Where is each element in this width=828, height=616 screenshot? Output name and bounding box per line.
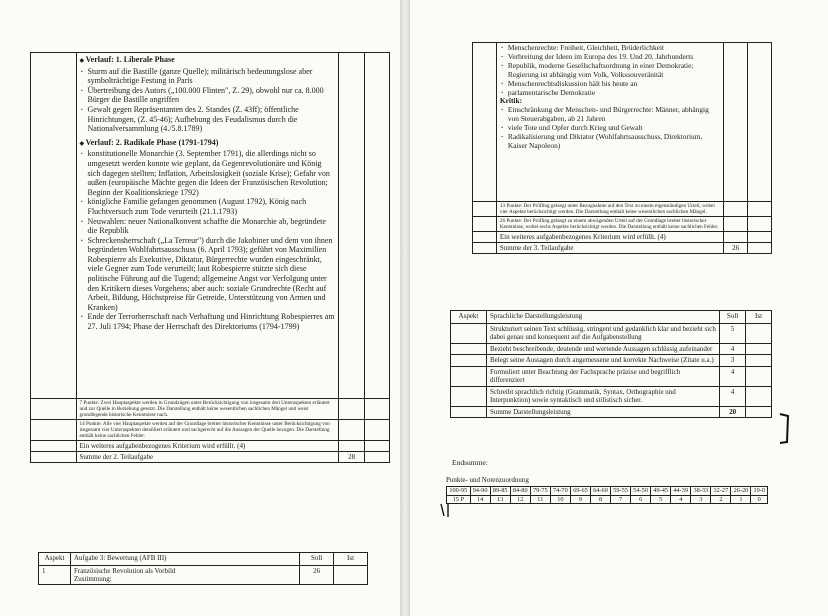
points-26-text: 26 Punkte: Der Prüfling gelangt zu einem abwägenden Urteil auf der Grundlage breiter historischer Kenntnisse, wobei sechs Aspekte berücksichtigt werden. Die Darstellung enthält keine sachlichen Fehler. (496, 217, 723, 232)
list-item: · Gewalt gegen Repräsentanten des 2. Standes (Z. 43ff); öffentliche Hinrichtungen, (Z. 45-46); Aufhebung des Feudalismus durch die Nationalversammlung (4./5.8.1789) (88, 105, 336, 134)
phase2-title: ◆ Verlauf: 2. Radikale Phase (1791-1794) (80, 138, 336, 150)
kritik-label: Kritik: (499, 96, 523, 106)
row-nr: 1 (39, 565, 71, 584)
points-14-row (31, 420, 390, 441)
list-item: · Einschränkung der Menschen- und Bürgerrechte: Männer, abhängig von Steuerabgaben, ab 21 Jahren (508, 106, 720, 124)
task3-content-row (473, 43, 772, 202)
task3-content-cell (496, 43, 723, 202)
sum-row (31, 452, 390, 463)
col-soll: Soll (300, 553, 334, 566)
col-aspekt: Aspekt (451, 311, 487, 324)
phase2-list (80, 149, 336, 331)
list-item: · Sturm auf die Bastille (ganze Quelle); militärisch bedeutungslose aber symbolträchtige Festung in Paris (88, 67, 336, 86)
task2-content-row (31, 53, 390, 399)
sum-label: Summe der 2. Teilaufgabe (76, 452, 339, 463)
col-ist: Ist (746, 311, 772, 324)
extra-criterion-text: Ein weiteres aufgabenbezogenes Kriterium wird erfüllt. (4) (76, 441, 339, 452)
list-item: · Ende der Terrorherrschaft nach Verhaftung und Hinrichtung Robespierres am 27. Juli 1794; Phase der Herrschaft des Direktoriums (1794-1799) (88, 312, 336, 331)
sum-label: Summe der 3. Teilaufgabe (496, 243, 723, 254)
task3-row (39, 565, 368, 584)
table-row: Schreibt sprachlich richtig (Grammatik, Syntax, Orthographie und Interpunktion) sowie syntaktisch und stilistisch sicher. 4 (451, 386, 772, 406)
pro-list (500, 44, 720, 97)
left-page (0, 0, 400, 616)
endsumme-label: Endsumme: (452, 458, 488, 467)
points-7-row (31, 399, 390, 420)
task3-header-row (39, 553, 368, 566)
handwritten-check-mark (438, 500, 452, 520)
list-item: · königliche Familie gefangen genommen (August 1792), König nach Fluchtversuch zum Tode verurteilt (21.1.1793) (88, 197, 336, 216)
list-item: · konstitutionelle Monarchie (3. September 1791), die allerdings nicht so umgesetzt werden konnte wie geplant, da Gegenrevolutionäre und König sich dagegen stellten; Inflation, Arbeitslosigkeit (soziale Krise); Gefahr von außen (europäische Mächte gegen die Ideen der Französischen Revolution; Beginn der Koalitionskriege 1792) (88, 149, 336, 197)
sum-value: 20 (720, 406, 746, 417)
list-item: · Menschenrechtsdiskussion hält bis heute an (508, 80, 720, 89)
extra-criterion-text: Ein weiteres aufgabenbezogenes Kriterium wird erfüllt. (4) (496, 232, 723, 243)
task3-table (38, 552, 368, 585)
task3-continued-table (472, 42, 772, 254)
grading-title: Punkte- und Notenzuordnung (446, 476, 529, 484)
sum-row (451, 406, 772, 417)
kritik-list (500, 106, 720, 151)
table-row: Bezieht beschreibende, deutende und wertende Aussagen schlüssig aufeinander 4 (451, 343, 772, 355)
table-row: Formuliert unter Beachtung der Fachsprache präzise und begrifflich differenziert 4 (451, 366, 772, 386)
sum-value: 28 (339, 452, 364, 463)
right-page (410, 0, 828, 616)
col-aspekt: Aspekt (39, 553, 71, 566)
grading-table (446, 486, 768, 504)
language-header-row (451, 311, 772, 324)
page-gutter (400, 0, 410, 616)
phase1-list (80, 67, 336, 134)
points-14-text: 14 Punkte: Alle vier Hauptaspekte werden auf der Grundlage breiter historischer Kenntnisse unter Berücksichtigung von insgesamt vier Unteraspekten detailliert erläutert und sachgerecht auf die Aussagen der Quelle bezogen. Die Darstellung enthält keine sachlichen Fehler. (76, 420, 339, 441)
extra-criterion-row (473, 232, 772, 243)
phase1-title: ◆ Verlauf: 1. Liberale Phase (80, 55, 336, 67)
language-table (450, 310, 772, 418)
points-13-text: 13 Punkte: Der Prüfling gelangt unter Bezugnahme auf den Text zu einem eigenständigen Urteil, wobei vier Aspekte berücksichtigt werden. Die Darstellung enthält keine wesentlichen sachlichen Mängel. (496, 202, 723, 217)
col-soll: Soll (720, 311, 746, 324)
list-item: · Republik, moderne Gesellschaftsordnung in einer Demokratie; Regierung ist abhängig vom Volk, Volkssouveränität (508, 62, 720, 80)
task2-table (30, 52, 390, 463)
sum-value: 26 (724, 243, 748, 254)
grading-points-row: 100-95 94-90 89-85 84-80 79-75 74-70 69-65 64-60 59-55 54-50 49-45 44-39 38-33 32-27 26-20 19-0 (447, 487, 768, 496)
sum-label: Summe Darstellungsleistung (486, 406, 719, 417)
list-item: · parlamentarische Demokratie (508, 89, 720, 98)
points-7-text: 7 Punkte: Zwei Hauptaspekte werden in Grundzügen unter Berücksichtigung von insgesamt drei Unteraspekten erläutert und zur Quelle in Beziehung gesetzt. Die Darstellung enthält keine wesentlichen sachlichen Mängel und weist grundlegende historische Kenntnisse nach. (76, 399, 339, 420)
list-item: · Übertreibung des Autors („100.000 Flinten", Z. 29), obwohl nur ca. 8.000 Bürger die Bastille angriffen (88, 86, 336, 105)
list-item: · Menschenrechte: Freiheit, Gleichheit, Brüderlichkeit (508, 44, 720, 53)
list-item: · Verbreitung der Ideen im Europa des 19. Und 20. Jahrhunderts (508, 53, 720, 62)
row-soll: 26 (300, 565, 334, 584)
list-item: · viele Tote und Opfer durch Krieg und Gewalt (508, 124, 720, 133)
col-aufgabe: Aufgabe 3: Bewertung (AFB III) (70, 553, 299, 566)
points-13-row (473, 202, 772, 217)
table-row: Belegt seine Aussagen durch angemessene und korrekte Nachweise (Zitate u.a.) 3 (451, 355, 772, 367)
task2-content-cell (76, 53, 339, 399)
list-item: · Schreckensherrschaft („La Terreur") durch die Jakobiner und dem von ihnen begründeten Wohlfahrtsausschuss (6. April 1793); geführt von Maximilien Robespierre als Exekutive, Diktatur, Bürgerrechte wurden eingeschränkt, viele Gegner zum Tode verurteilt; laut Robespierre stützte sich diese politische Führung auf die Tugend; allgemeine Angst vor Verfolgung unter den Kritikern dieses Vorgehens; aber auch: soziale Grundrechte (Recht auf Arbeit, Bildung, Höchstpreise für Getreide, Unterstützung von Armen und Kranken) (88, 236, 336, 313)
row-text: Französische Revolution als Vorbild Zustimmung: (70, 565, 299, 584)
sum-row (473, 243, 772, 254)
list-item: · Radikalisierung und Diktatur (Wohlfahrtsausschuss, Direktorium, Kaiser Napoleon) (508, 133, 720, 151)
handwritten-bracket-mark (778, 412, 792, 446)
table-row: Strukturiert seinen Text schlüssig, stringent und gedanklich klar und bezieht sich dabei genau und konsequent auf die Aufgabenstellung 5 (451, 323, 772, 343)
list-item: · Neuwahlen: neuer Nationalkonvent schaffte die Monarchie ab, begründete die Republik (88, 217, 336, 236)
col-ist: Ist (334, 553, 368, 566)
points-26-row (473, 217, 772, 232)
grading-grades-row: 15 P 14 13 12 11 10 9 8 7 6 5 4 3 2 1 0 (447, 495, 768, 504)
col-title: Sprachliche Darstellungsleistung (486, 311, 719, 324)
extra-criterion-row (31, 441, 390, 452)
